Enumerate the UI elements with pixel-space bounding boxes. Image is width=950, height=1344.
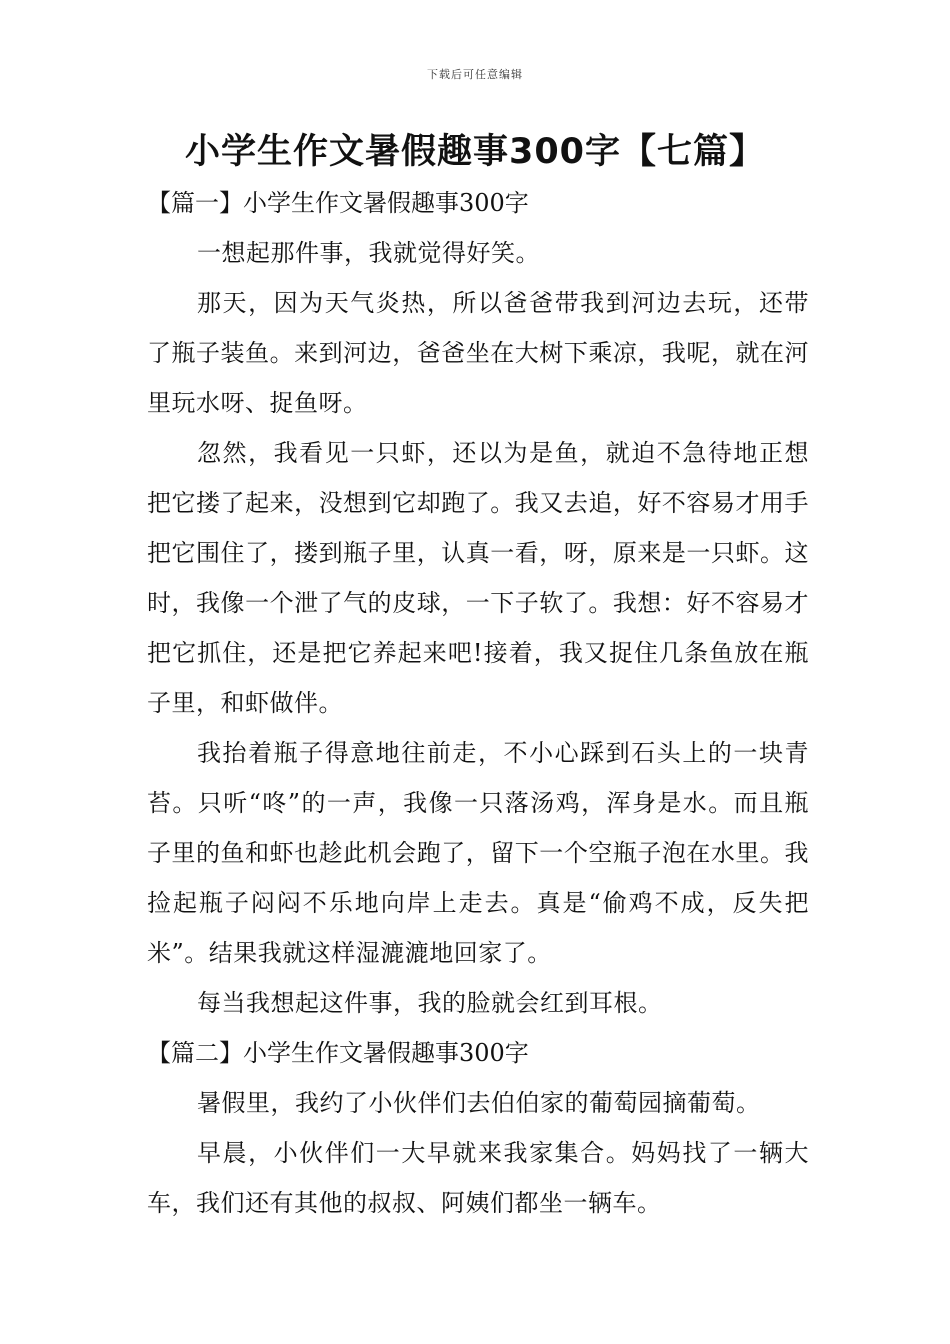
paragraph: 暑假里，我约了小伙伴们去伯伯家的葡萄园摘葡萄。 <box>197 1089 761 1117</box>
paragraph: 那天，因为天气炎热，所以爸爸带我到河边去玩，还带了瓶子装鱼。来到河边，爸爸坐在大树下乘凉，我呢，就在河里玩水呀、捉鱼呀。 <box>147 289 809 417</box>
paragraph: 早晨，小伙伴们一大早就来我家集合。妈妈找了一辆大车，我们还有其他的叔叔、阿姨们都坐一辆车。 <box>147 1139 809 1217</box>
section-heading: 【篇二】小学生作文暑假趣事300字 <box>147 1039 529 1067</box>
section-heading: 【篇一】小学生作文暑假趣事300字 <box>147 189 529 217</box>
document-body <box>147 178 809 1228</box>
paragraph: 每当我想起这件事，我的脸就会红到耳根。 <box>197 989 663 1017</box>
page-title: 小学生作文暑假趣事300字【七篇】 <box>184 132 766 172</box>
paragraph: 一想起那件事，我就觉得好笑。 <box>197 239 540 267</box>
section-2 <box>147 1028 809 1228</box>
header-note: 下载后可任意编辑 <box>427 68 523 81</box>
paragraph: 我抬着瓶子得意地往前走，不小心踩到石头上的一块青苔。只听“咚”的一声，我像一只落汤鸡，浑身是水。而且瓶子里的鱼和虾也趁此机会跑了，留下一个空瓶子泡在水里。我捡起瓶子闷闷不乐地向岸上走去。真是“偷鸡不成，反失把米”。结果我就这样湿漉漉地回家了。 <box>147 739 809 967</box>
paragraph: 忽然，我看见一只虾，还以为是鱼，就迫不急待地正想把它搂了起来，没想到它却跑了。我又去追，好不容易才用手把它围住了，搂到瓶子里，认真一看，呀，原来是一只虾。这时，我像一个泄了气的皮球，一下子软了。我想：好不容易才把它抓住，还是把它养起来吧!接着，我又捉住几条鱼放在瓶子里，和虾做伴。 <box>147 439 809 717</box>
section-1 <box>147 178 809 1028</box>
